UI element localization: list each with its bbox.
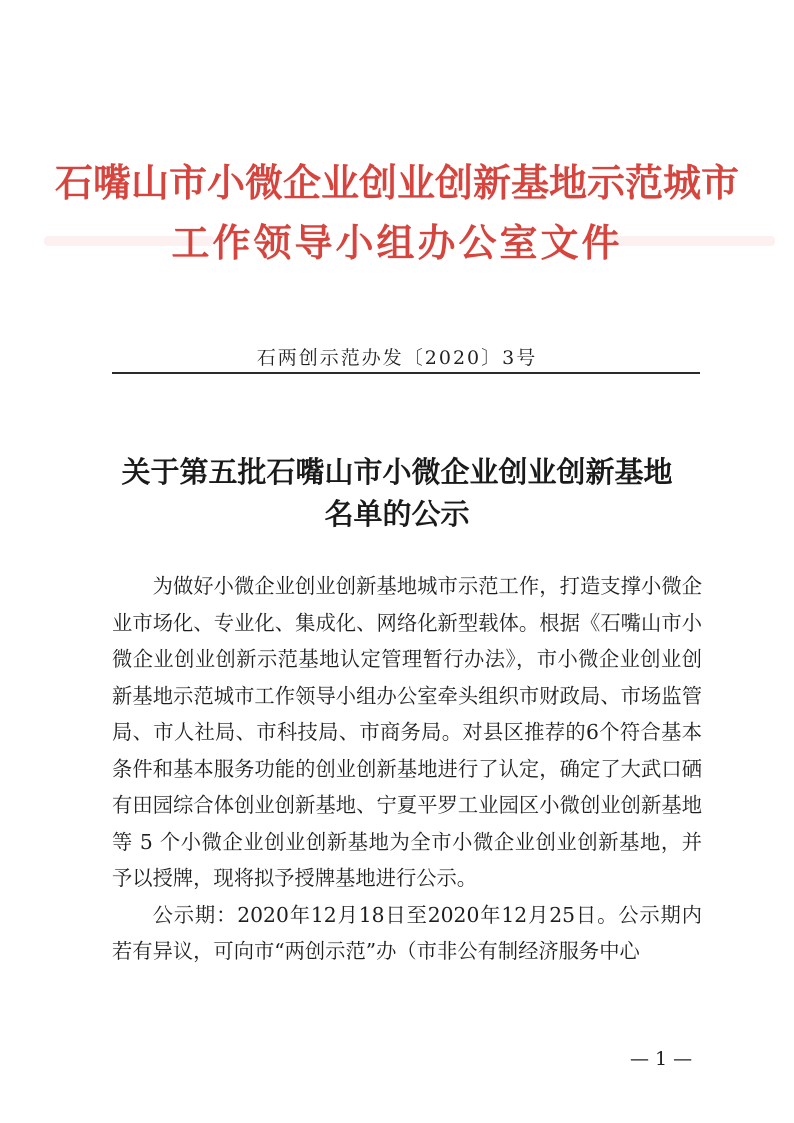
- document-body: [112, 568, 702, 970]
- body-paragraph-1: 为做好小微企业创业创新基地城市示范工作，打造支撑小微企业市场化、专业化、集成化、网络化新型载体。根据《石嘴山市小微企业创业创新示范基地认定管理暂行办法》，市小微企业创业创新基地示范城市工作领导小组办公室牵头组织市财政局、市场监管局、市人社局、市科技局、市商务局。对县区推荐的6个符合基本条件和基本服务功能的创业创新基地进行了认定，确定了大武口硒有田园综合体创业创新基地、宁夏平罗工业园区小微创业创新基地等 5 个小微企业创业创新基地为全市小微企业创业创新基地，并予以授牌，现将拟予授牌基地进行公示。: [112, 574, 702, 890]
- page-number: — 1 —: [630, 1048, 693, 1070]
- red-header-line-2: 工作领导小组办公室文件: [171, 220, 623, 265]
- red-header-line-1: 石嘴山市小微企业创业创新基地示范城市: [54, 160, 739, 205]
- document-number: 石两创示范办发〔2020〕3号: [256, 347, 538, 369]
- document-title-line-1: 关于第五批石嘴山市小微企业创业创新基地: [121, 455, 673, 489]
- header-divider-rule: [112, 372, 700, 374]
- document-title-line-2: 名单的公示: [324, 497, 470, 531]
- body-paragraph-2: 公示期：2020年12月18日至2020年12月25日。公示期内若有异议，可向市“两创示范”办（市非公有制经济服务中心: [112, 902, 702, 963]
